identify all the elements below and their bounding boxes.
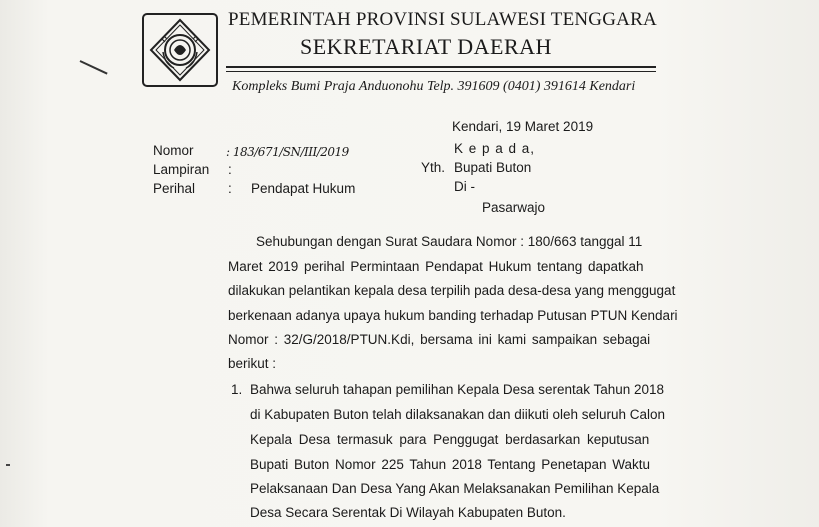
perihal-value: Pendapat Hukum bbox=[251, 181, 356, 196]
recipient-place: Pasarwajo bbox=[482, 200, 546, 215]
letterhead-secretariat: SEKRETARIAT DAERAH bbox=[300, 34, 552, 59]
body-line-6: berikut : bbox=[228, 356, 277, 371]
list-item-line-4: Bupati Buton Nomor 225 Tahun 2018 Tentang Penetapan Waktu bbox=[250, 457, 651, 472]
body-line-1: Sehubungan dengan Surat Saudara Nomor : 180/663 tanggal 11 bbox=[256, 234, 643, 249]
letter-date: Kendari, 19 Maret 2019 bbox=[452, 119, 594, 134]
recipient-name: Bupati Buton bbox=[454, 160, 532, 175]
body-line-3: dilakukan pelantikan kepala desa terpilih pada desa-desa yang menggugat bbox=[228, 283, 676, 298]
provincial-emblem-logo bbox=[141, 12, 219, 88]
list-item-line-1: Bahwa seluruh tahapan pemilihan Kepala Desa serentak Tahun 2018 bbox=[250, 382, 665, 397]
margin-mark bbox=[6, 464, 10, 466]
list-item-line-5: Pelaksanaan Dan Desa Yang Akan Melaksanakan Pemilihan Kepala bbox=[250, 481, 660, 496]
lampiran-value: : bbox=[228, 162, 232, 177]
recipient-yth: Yth. bbox=[421, 160, 446, 175]
letterhead-address: Kompleks Bumi Praja Anduonohu Telp. 391609 (0401) 391614 Kendari bbox=[232, 79, 636, 94]
letterhead-government: PEMERINTAH PROVINSI SULAWESI TENGGARA bbox=[228, 9, 657, 30]
list-item-line-3: Kepala Desa termasuk para Penggugat berdasarkan keputusan bbox=[250, 432, 650, 447]
letterhead-rule-thin bbox=[226, 71, 656, 72]
body-line-4: berkenaan adanya upaya hukum banding terhadap Putusan PTUN Kendari bbox=[228, 308, 678, 323]
lampiran-label: Lampiran bbox=[153, 162, 210, 177]
letterhead-rule-thick bbox=[226, 66, 656, 68]
stray-pen-mark bbox=[80, 60, 108, 74]
nomor-label: Nomor bbox=[153, 143, 194, 158]
list-item-line-2: di Kabupaten Buton telah dilaksanakan dan diikuti oleh seluruh Calon bbox=[250, 407, 666, 422]
list-item-line-6: Desa Secara Serentak Di Wilayah Kabupaten Buton. bbox=[250, 505, 566, 520]
body-line-5: Nomor : 32/G/2018/PTUN.Kdi, bersama ini kami sampaikan sebagai bbox=[228, 332, 651, 347]
recipient-di: Di - bbox=[454, 179, 475, 194]
perihal-colon: : bbox=[228, 181, 232, 196]
perihal-label: Perihal bbox=[153, 181, 196, 196]
body-line-2: Maret 2019 perihal Permintaan Pendapat Hukum tentang dapatkah bbox=[228, 259, 644, 274]
nomor-value: : 183/671/SN/III/2019 bbox=[226, 145, 349, 159]
list-item-number: 1. bbox=[231, 382, 243, 397]
recipient-kepada: K e p a d a, bbox=[454, 141, 536, 156]
